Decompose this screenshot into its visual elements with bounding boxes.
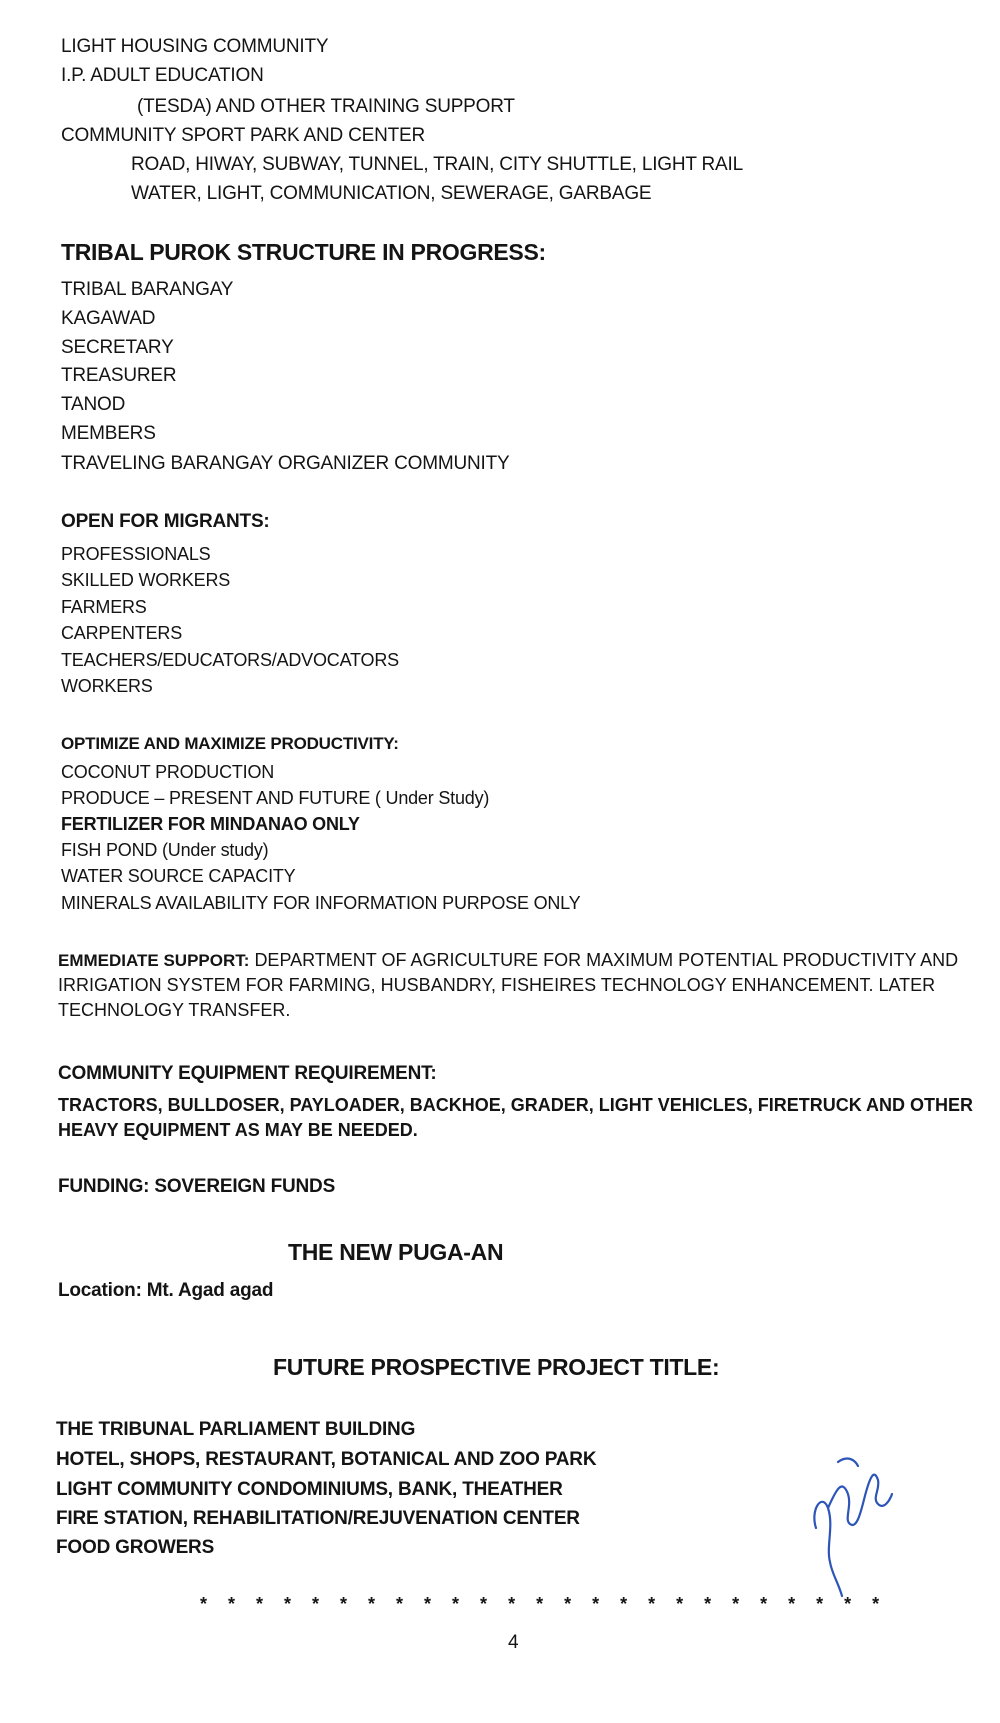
future-item: THE TRIBUNAL PARLIAMENT BUILDING xyxy=(56,1419,416,1440)
equipment-heading: COMMUNITY EQUIPMENT REQUIREMENT: xyxy=(58,1063,437,1084)
tribal-item: MEMBERS xyxy=(61,423,156,444)
migrants-item: SKILLED WORKERS xyxy=(61,570,231,590)
productivity-item: PRODUCE – PRESENT AND FUTURE ( Under Study) xyxy=(61,788,490,808)
productivity-item: MINERALS AVAILABILITY FOR INFORMATION PURPOSE ONLY xyxy=(61,893,581,913)
tribal-item: TANOD xyxy=(61,394,126,415)
intro-line-sport-park: COMMUNITY SPORT PARK AND CENTER xyxy=(61,125,426,146)
tribal-item: SECRETARY xyxy=(61,337,174,358)
future-heading: FUTURE PROSPECTIVE PROJECT TITLE: xyxy=(273,1354,720,1380)
separator-asterisks: * * * * * * * * * * * * * * * * * * * * * * * * * xyxy=(200,1594,888,1614)
future-item: HOTEL, SHOPS, RESTAURANT, BOTANICAL AND ZOO PARK xyxy=(56,1449,597,1470)
migrants-item: TEACHERS/EDUCATORS/ADVOCATORS xyxy=(61,650,399,670)
funding-line: FUNDING: SOVEREIGN FUNDS xyxy=(58,1176,336,1197)
tribal-item: TREASURER xyxy=(61,365,177,386)
migrants-item: CARPENTERS xyxy=(61,623,183,643)
migrants-item: FARMERS xyxy=(61,597,147,617)
new-puga-an-title: THE NEW PUGA-AN xyxy=(288,1239,504,1265)
page-number: 4 xyxy=(508,1632,519,1653)
intro-line-adult-education: I.P. ADULT EDUCATION xyxy=(61,65,264,86)
support-paragraph xyxy=(58,948,988,1023)
migrants-item: WORKERS xyxy=(61,676,153,696)
productivity-item: COCONUT PRODUCTION xyxy=(61,762,275,782)
future-item: FIRE STATION, REHABILITATION/REJUVENATION CENTER xyxy=(56,1508,580,1529)
tribal-item: TRIBAL BARANGAY xyxy=(61,279,234,300)
location-line: Location: Mt. Agad agad xyxy=(58,1280,274,1301)
support-text: DEPARTMENT OF AGRICULTURE FOR MAXIMUM POTENTIAL PRODUCTIVITY AND IRRIGATION SYSTEM FOR FARMING, HUSBANDRY, FISHEIRES TECHNOLOGY ENHANCEMENT. LATER TECHNOLOGY TRANSFER. xyxy=(58,950,959,1020)
support-label: EMMEDIATE SUPPORT: xyxy=(58,951,250,970)
future-item: LIGHT COMMUNITY CONDOMINIUMS, BANK, THEATHER xyxy=(56,1479,563,1500)
future-item: FOOD GROWERS xyxy=(56,1537,215,1558)
productivity-heading: OPTIMIZE AND MAXIMIZE PRODUCTIVITY: xyxy=(61,734,399,753)
handwritten-signature xyxy=(808,1450,898,1600)
intro-line-transport: ROAD, HIWAY, SUBWAY, TUNNEL, TRAIN, CITY SHUTTLE, LIGHT RAIL xyxy=(131,154,743,175)
intro-line-tesda: (TESDA) AND OTHER TRAINING SUPPORT xyxy=(137,96,515,117)
intro-line-housing: LIGHT HOUSING COMMUNITY xyxy=(61,36,329,57)
productivity-item-fertilizer: FERTILIZER FOR MINDANAO ONLY xyxy=(61,814,360,834)
tribal-item: KAGAWAD xyxy=(61,308,156,329)
productivity-item: WATER SOURCE CAPACITY xyxy=(61,866,296,886)
tribal-heading: TRIBAL PUROK STRUCTURE IN PROGRESS: xyxy=(61,239,546,265)
migrants-heading: OPEN FOR MIGRANTS: xyxy=(61,511,270,532)
intro-line-utilities: WATER, LIGHT, COMMUNICATION, SEWERAGE, GARBAGE xyxy=(131,183,652,204)
tribal-item: TRAVELING BARANGAY ORGANIZER COMMUNITY xyxy=(61,453,510,474)
equipment-text: TRACTORS, BULLDOSER, PAYLOADER, BACKHOE, GRADER, LIGHT VEHICLES, FIRETRUCK AND OTHER HEAVY EQUIPMENT AS MAY BE NEEDED. xyxy=(58,1095,974,1140)
migrants-item: PROFESSIONALS xyxy=(61,544,211,564)
productivity-item: FISH POND (Under study) xyxy=(61,840,269,860)
